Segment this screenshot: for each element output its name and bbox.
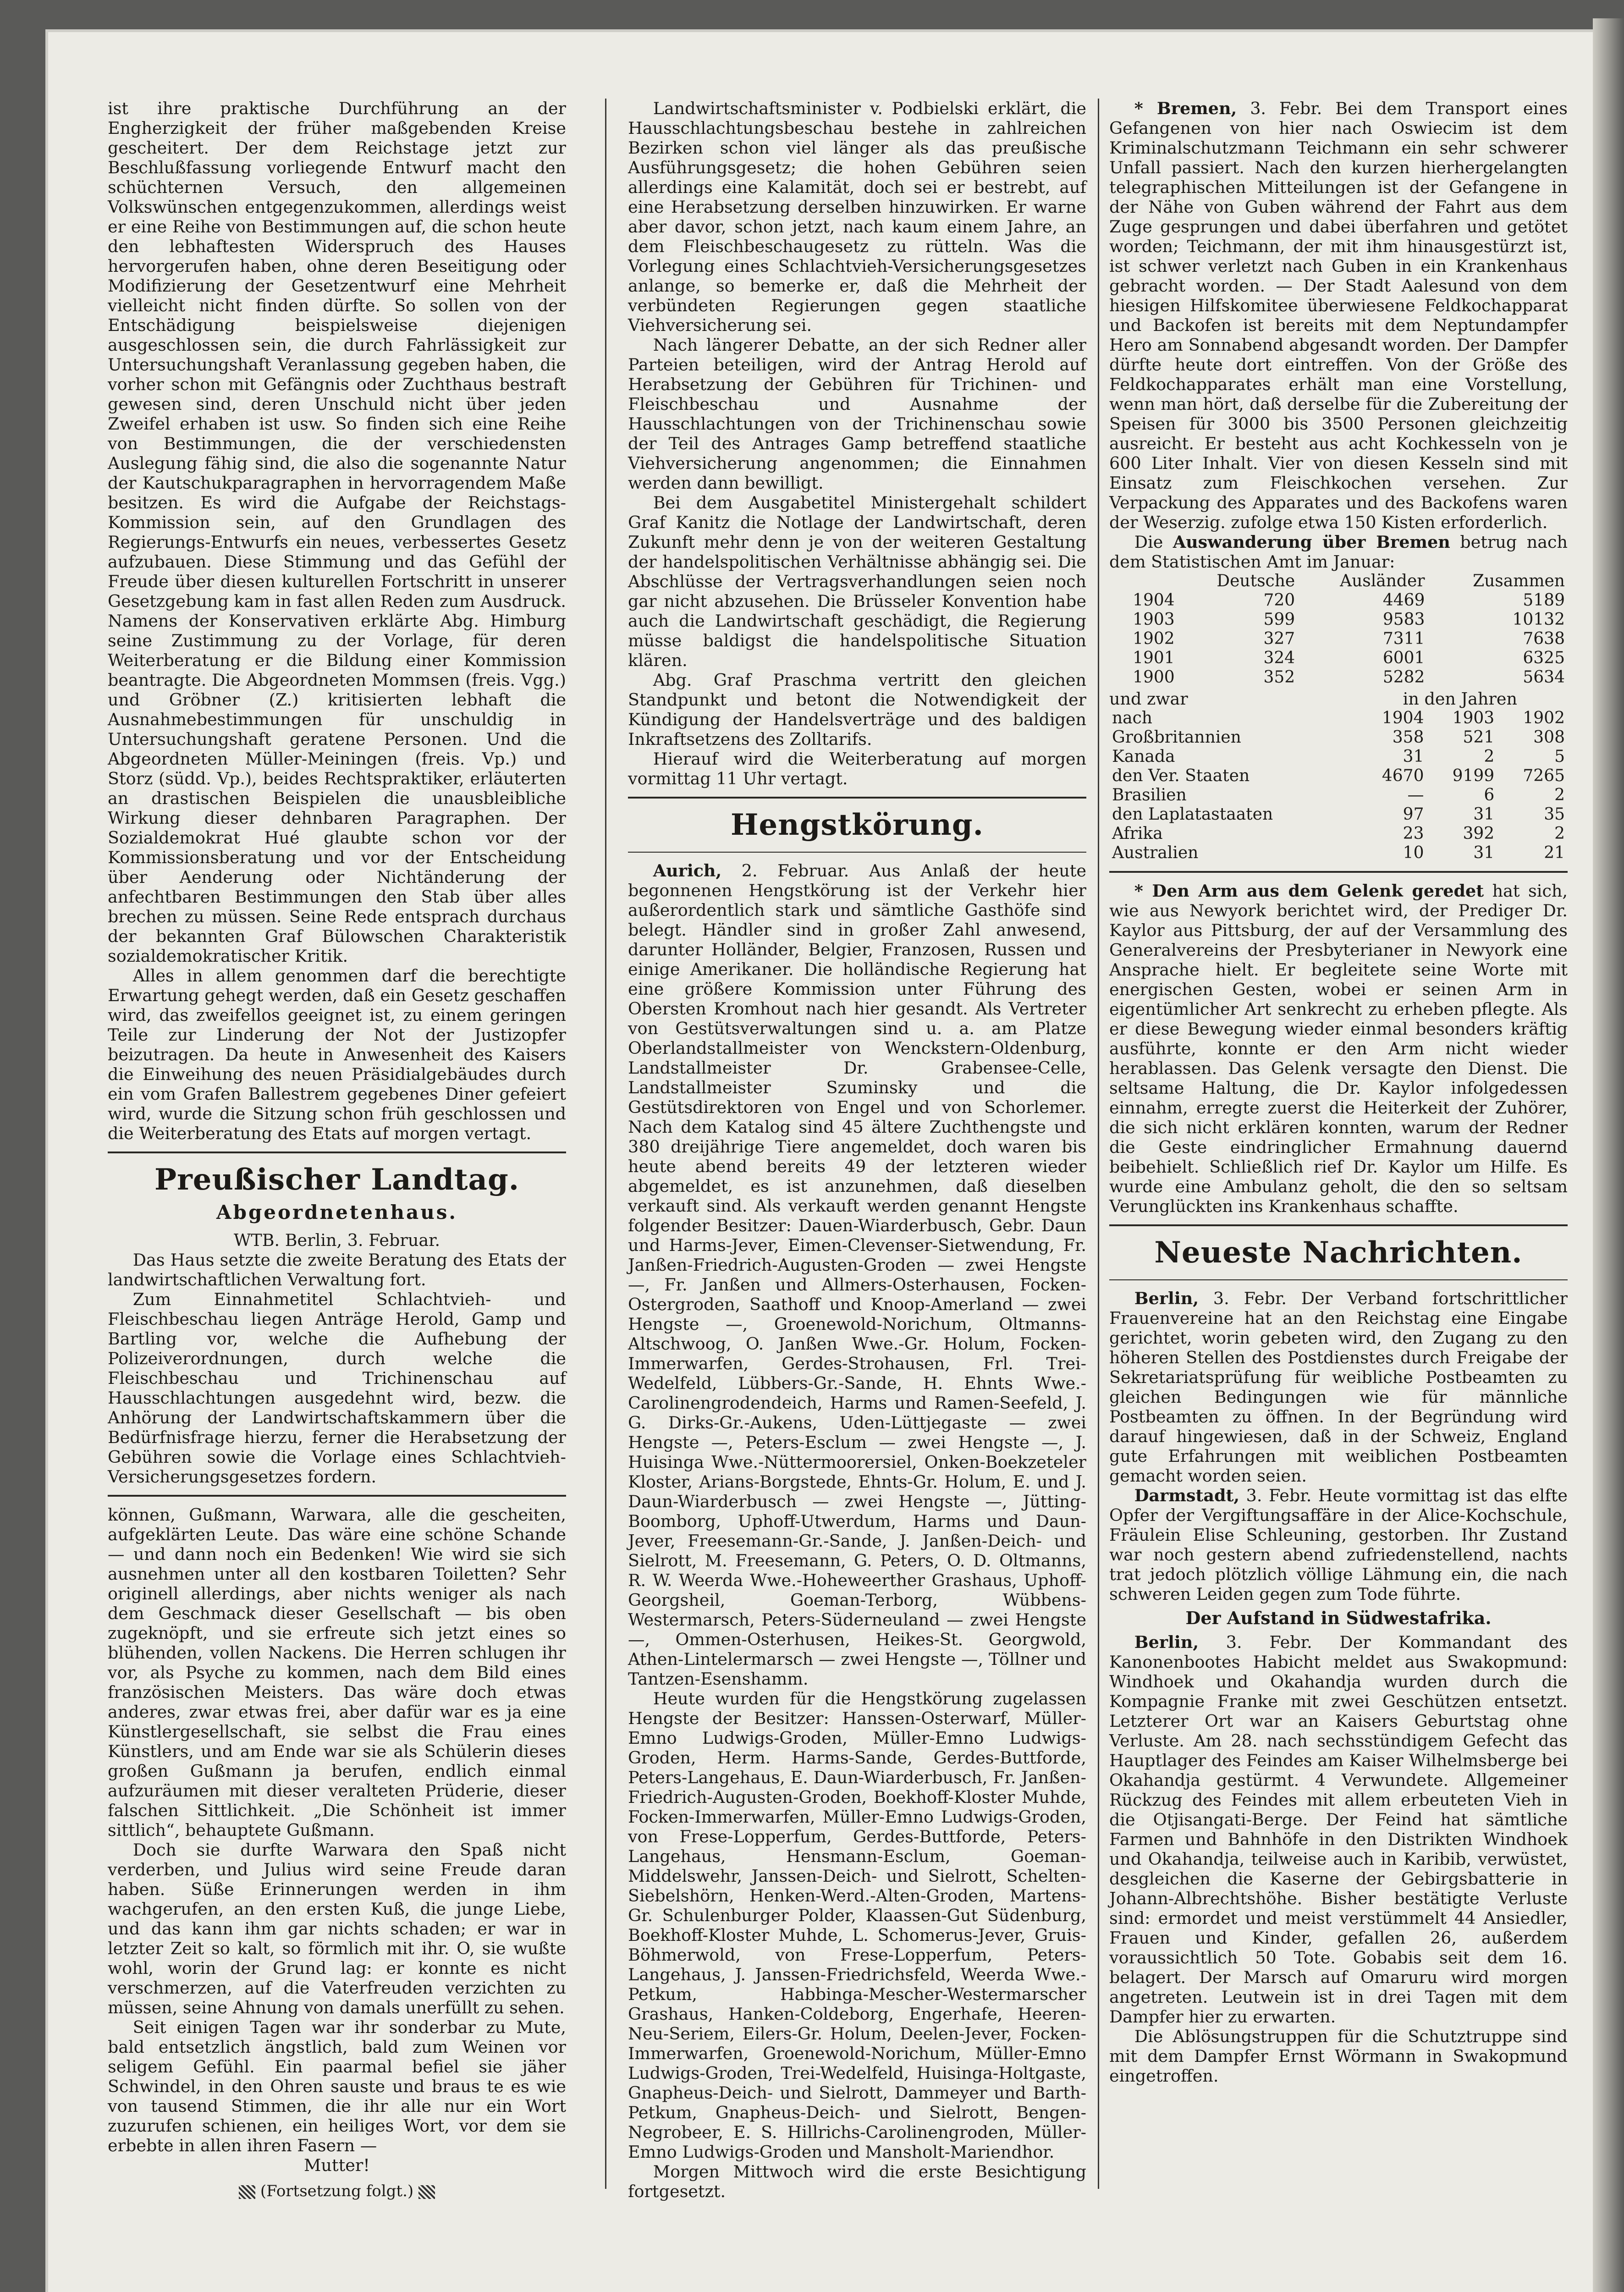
table-cell: 5634 — [1523, 668, 1565, 687]
table-cell: 521 — [1463, 728, 1495, 747]
article-text: Abg. Graf Praschma vertritt den gleichen Standpunkt und betont die Notwendigkeit der Kündigung der Handelsverträge und des baldigen Inkraftsetzens des Zolltarifs. — [628, 670, 1086, 749]
section-title-neueste: Neueste Nachrichten. — [1154, 1235, 1523, 1270]
table-cell: Brasilien — [1112, 786, 1187, 804]
table-header-row — [1109, 572, 1568, 591]
section-rule — [1109, 1224, 1568, 1226]
section-rule — [1109, 1279, 1568, 1280]
table-cell: 2 — [1554, 824, 1565, 843]
table-cell: den Laplatastaaten — [1112, 805, 1273, 824]
table-header-row — [1109, 709, 1568, 728]
table-cell: 10 — [1403, 843, 1424, 862]
table-cell: 4670 — [1382, 766, 1424, 785]
article-text: Die Ablösungstruppen für die Schutztruppe sind mit dem Dampfer Ernst Wörmann in Swakopmund eingetroffen. — [1109, 2027, 1568, 2086]
table-cell: 720 — [1263, 591, 1295, 610]
table-caption: und zwar — [1109, 689, 1188, 709]
table-cell: 4469 — [1382, 591, 1425, 610]
table-cell: 1904 — [1133, 591, 1175, 610]
table-cell: 5282 — [1382, 668, 1425, 687]
feuilleton-text: Seit einigen Tagen war ihr sonderbar zu Mute, bald entsetzlich ängstlich, bald zum Weinen vor seligem Gefühl. Ein paarmal befiel sie jäher Schwindel, in den Ohren sauste und braus te es wie von tausend Stimmen, die ihr alle nur ein Wort zuzurufen schienen, ein heiliges Wort, vor dem sie erbebte in allen ihren Fasern — — [108, 2017, 566, 2155]
table-cell: — — [1407, 786, 1424, 804]
table2-caption-row — [1109, 689, 1568, 709]
table-cell: 1903 — [1452, 709, 1495, 727]
table-cell: 21 — [1544, 843, 1565, 862]
article-text: Bei dem Ausgabetitel Ministergehalt schildert Graf Kanitz die Notlage der Landwirtschaft, deren Zukunft mehr denn je von der weiteren Gestaltung der handelspolitischen Verhältnisse abhängig sei. Die Abschlüsse der Vertragsverhandlungen seien noch gar nicht abzusehen. Die Brüsseler Konvention habe auch die Landwirtschaft geschädigt, die Regierung müsse baldigst die handelspolitische Situation klären. — [628, 493, 1086, 670]
article-body: 2. Februar. Aus Anlaß der heute begonnenen Hengstkörung ist der Verkehr hier außerordentlich stark und sämtliche Gasthöfe sind belegt. Händler sind in großer Zahl anwesend, darunter Holländer, Belgier, Franzosen, Russen und einige Amerikaner. Die holländische Regierung hat eine größere Kommission unter Führung des Obersten Kromhout nach hier gesandt. Als Vertreter von Gestütsverwaltungen sind u. a. am Platze Oberlandstallmeister von Wenckstern-Oldenburg, Landstallmeister Dr. Grabensee-Celle, Landstallmeister Szuminsky und die Gestütsdirektoren von Engel und von Schorlemer. Nach dem Katalog sind 45 ältere Zuchthengste und 380 dreijährige Tiere angemeldet, doch waren bis heute abend bereits 49 der letzteren wieder abgemeldet, es ist anzunehmen, daß dieselben verkauft sind. Als verkauft werden genannt Hengste folgender Besitzer: Dauen-Wiarderbusch, Gebr. Daun und Harms-Jever, Eimen-Clevenser-Sietwendung, Fr. Janßen-Friedrich-Augusten-Groden — zwei Hengste —, Fr. Janßen und Allmers-Osterhausen, Focken-Ostergroden, Saathoff und Knoop-Amerland — zwei Hengste —, Groenewold-Norichum, Oltmanns-Altschwoog, O. Janßen Wwe.-Gr. Holum, Focken-Immerwarfen, Gerdes-Strohausen, Frl. Trei-Wedelfeld, Lübbers-Gr.-Sande, H. Ehnts Wwe.-Carolinengrodendeich, Harms und Ramen-Seefeld, J. G. Dirks-Gr.-Aukens, Uden-Lüttjegaste — zwei Hengste —, Peters-Esclum — zwei Hengste —, J. Huisinga Wwe.-Nüttermoorersiel, Onken-Boekzeteler Kloster, Arians-Borgstede, Ehnts-Gr. Holum, E. und J. Daun-Wiarderbusch — zwei Hengste —, Jütting-Boomborg, Uphoff-Utwerdum, Harms und Daun-Jever, Freesemann-Gr.-Sande, J. Janßen-Deich- und Sielrott, M. Freesemann, G. Peters, O. D. Oltmanns, R. W. Weerda Wwe.-Hoheweerther Grashaus, Uphoff-Georgsheil, Goeman-Terborg, Wübbens-Westermarsch, Peters-Süderneuland — zwei Hengste —, Ommen-Osterhusen, Heikes-St. Georgwold, Athen-Lintelermarsch — zwei Hengste —, Töllner und Tantzen-Esenshamm. — [628, 861, 1086, 1689]
table-row — [1109, 629, 1568, 649]
table-cell: 1900 — [1133, 668, 1175, 687]
table-row — [1109, 766, 1568, 786]
table-cell: 308 — [1533, 728, 1565, 747]
table-row — [1109, 747, 1568, 766]
table-cell: Kanada — [1112, 747, 1175, 766]
dateline: WTB. Berlin, 3. Februar. — [233, 1230, 440, 1250]
table-row — [1109, 786, 1568, 805]
article-text — [1109, 1632, 1568, 2027]
article-text: Morgen Mittwoch wird die erste Besichtigung fortgesetzt. — [628, 2162, 1086, 2201]
table-row — [1109, 668, 1568, 687]
article-text: Heute wurden für die Hengstkörung zugelassen Hengste der Besitzer: Hanssen-Osterwarf, Müller-Emno Ludwigs-Groden, Müller-Emno Ludwigs-Groden, Herm. Harms-Sande, Gerdes-Buttforde, Peters-Langehaus, E. Daun-Wiarderbusch, Fr. Janßen-Friedrich-Augusten-Groden, Boekhoff-Kloster Muhde, Focken-Immerwarfen, Müller-Emno Ludwigs-Groden, von Frese-Lopperfum, Gerdes-Buttforde, Peters-Langehaus, Hensmann-Esclum, Goeman-Middelswehr, Janssen-Deich- und Sielrott, Schelten-Siebelshörn, Henken-Werd.-Alten-Groden, Martens-Gr. Schulenburger Polder, Klaassen-Gut Südenburg, Boekhoff-Kloster Muhde, L. Schomerus-Jever, Gruis-Böhmerwold, von Frese-Lopperfum, Peters-Langehaus, J. Janssen-Friedrichsfeld, Weerda Wwe.-Petkum, Habbinga-Mescher-Westermarscher Grashaus, Hanken-Coldeborg, Engerhafe, Heeren-Neu-Seriem, Eilers-Gr. Holum, Deelen-Jever, Focken-Immerwarfen, Groenewold-Norichum, Müller-Emno Ludwigs-Groden, Trei-Wedelfeld, Huisinga-Holtgaste, Gnapheus-Deich- und Sielrott, Dammeyer und Barth-Petkum, Gnapheus-Deich- und Sielrott, Bengen-Negrobeer, E. S. Hillrichs-Carolinengroden, Müller-Emno Ludwigs-Groden und Mansholt-Mariendhor. — [628, 1689, 1086, 2162]
article-body: 3. Febr. Heute vormittag ist das elfte Opfer der Vergiftungsaffäre in der Alice-Kochschule, Fräulein Elise Schleuning, gestorben. Ihr Zustand war noch gestern abend zufriedenstellend, nachts trat jedoch plötzlich völlige Lähmung ein, die nach schweren Leiden gegen zum Tode führte. — [1109, 1486, 1568, 1604]
section-rule — [1109, 871, 1568, 873]
article-text — [1109, 1486, 1568, 1604]
continuation-label: (Fortsetzung folgt.) — [260, 2182, 414, 2200]
table-row — [1109, 728, 1568, 747]
table-cell: Ausländer — [1340, 572, 1425, 590]
table-cell: 352 — [1263, 668, 1295, 687]
column-rule — [1098, 99, 1099, 2189]
table-cell: 6001 — [1382, 649, 1425, 667]
table-cell: 1901 — [1133, 649, 1175, 667]
section-rule — [628, 797, 1086, 799]
intro-text: betrug nach dem Statistischen Amt im Januar: — [1109, 532, 1568, 572]
table-cell: 599 — [1263, 610, 1295, 629]
table-cell: nach — [1112, 709, 1152, 727]
table-cell: 31 — [1473, 805, 1495, 824]
table-cell: 1902 — [1133, 629, 1175, 648]
dateline-place: Darmstadt, — [1134, 1486, 1240, 1505]
subsection-title-aufstand: Der Aufstand in Südwestafrika. — [1185, 1608, 1492, 1628]
intro-text: Die — [1134, 532, 1163, 552]
continuation-note — [108, 2182, 566, 2201]
table-cell: 5189 — [1523, 591, 1565, 610]
table-row — [1109, 610, 1568, 629]
ending-word: Mutter! — [304, 2155, 370, 2175]
table-cell: 35 — [1544, 805, 1565, 824]
dateline-place: Aurich, — [653, 861, 722, 881]
feuilleton-ending — [108, 2155, 566, 2175]
emigration-table-years — [1109, 572, 1568, 687]
article-body: 3. Febr. Der Verband fortschrittlicher Frauenvereine hat an den Reichstag eine Eingabe gerichtet, worin gebeten wird, den Zugang zu den höheren Stellen des Postdienstes durch Freigabe der Sekretariatsprüfung für weibliche Postbeamten zu gleichen Bedingungen wie für männliche Postbeamten zu öffnen. In der Begründung wird darauf hingewiesen, daß in der Schweiz, England gute Erfahrungen mit weiblichen Postbeamten gemacht worden seien. — [1109, 1289, 1568, 1486]
feuilleton-text: Doch sie durfte Warwara den Spaß nicht verderben, und Julius wird seine Freude daran haben. Süße Erinnerungen werden in ihm wachgerufen, an den ersten Kuß, die junge Liebe, und das kann ihm gar nichts schaden; er war in letzter Zeit so kalt, so förmlich mit ihr. O, sie wußte wohl, worin der Grund lag: er konnte es nicht verschmerzen, auf die Vaterfreuden verzichten zu müssen, seine Ahnung von damals unerfüllt zu sehen. — [108, 1840, 566, 2017]
table-row — [1109, 824, 1568, 843]
section-rule — [628, 852, 1086, 853]
table-cell: 23 — [1403, 824, 1424, 843]
article-body: hat sich, wie aus Newyork berichtet wird, der Prediger Dr. Kaylor aus Pittsburg, der auf der Versammlung des Generalvereins der Presbyterianer in Newyork eine Ansprache hielt. Er begleitete seine Worte mit energischen Gesten, wobei er seinen Arm in eigentümlicher Art senkrecht zu erheben pflegte. Als er diese Bewegung wieder einmal besonders kräftig ausführte, konnte er den Arm nicht wieder herablassen. Das Gelenk versagte den Dienst. Die seltsame Haltung, die Dr. Kaylor infolgedessen einnahm, erregte zuerst die Heiterkeit der Zuhörer, die sich nicht erklären konnten, warum der Redner die Geste eindringlicher Ermahnung dauernd beibehielt. Schließlich rief Dr. Kaylor um Hilfe. Es wurde eine Ambulanz geholt, die den so seltsam Verunglückten ins Krankenhaus schaffte. — [1109, 881, 1568, 1216]
article-body: 3. Febr. Der Kommandant des Kanonenbootes Habicht meldet aus Swakopmund: Windhoek und Okahandja wurden durch die Kompagnie Franke mit zwei Geschützen entsetzt. Letzterer Ort war an Kaisers Geburtstag ohne Verluste. Am 28. nach sechsstündigem Gefecht das Hauptlager des Feindes am Kaiser Wilhelmsberge bei Okahandja gestürmt. 4 Verwundete. Allgemeiner Rückzug des Feindes mit allem erbeuteten Vieh in die Otjisangati-Berge. Der Feind hat sämtliche Farmen und Bahnhöfe in den Distrikten Windhoek und Okahandja, teilweise auch in Karibib, verwüstet, desgleichen die Kaserne der Gebirgsbatterie in Johann-Albrechtshöhe. Bisher bestätigte Verluste sind: ermordet und meist verstümmelt 44 Ansiedler, Frauen und Kinder, gefallen 26, außerdem voraussichtlich 50 Tote. Gobabis seit dem 16. belagert. Der Marsch auf Omaruru wird morgen angetreten. Leutwein ist in drei Tagen mit dem Dampfer hier zu erwarten. — [1109, 1632, 1568, 2027]
table-cell: den Ver. Staaten — [1112, 766, 1250, 785]
column-1 — [108, 99, 566, 2201]
article-text — [1109, 881, 1568, 1216]
table-cell: 6 — [1484, 786, 1495, 804]
section-title-hengst: Hengstkörung. — [731, 808, 984, 842]
intro-bold: Auswanderung über Bremen — [1173, 532, 1450, 552]
dateline-place: * Bremen, — [1134, 99, 1237, 118]
article-text: Hierauf wird die Weiterberatung auf morgen vormittag 11 Uhr vertagt. — [628, 749, 1086, 788]
article-body: 3. Febr. Bei dem Transport eines Gefangenen von hier nach Oswiecim ist dem Kriminalschutzmann Teichmann ein sehr schwerer Unfall passiert. Nach den kurzen hierhergelangten telegraphischen Mitteilungen ist der Gefangene in der Nähe von Guben während der Fahrt aus dem Zuge gesprungen und dabei überfahren und getötet worden; Teichmann, der mit ihm hinausgestürzt ist, ist schwer verletzt nach Guben in ein Krankenhaus gebracht worden. — Der Stadt Aalesund von dem hiesigen Hilfskomitee überwiesene Feldkochapparat und Backofen ist bereits mit dem Neptundampfer Hero am Sonnabend abgesandt worden. Der Dampfer dürfte heute dort eintreffen. Von der Größe des Feldkochapparates erhält man eine Vorstellung, wenn man hört, daß derselbe für die Zubereitung der Speisen für 3000 bis 3500 Personen gleichzeitig ausreicht. Er besteht aus acht Kochkesseln von je 600 Liter Inhalt. Vier von diesen Kesseln sind mit Einsatz zum Fleischkochen versehen. Zur Verpackung des Apparates und des Backofens waren der Weserzig. zufolge etwa 150 Kisten erforderlich. — [1109, 99, 1568, 532]
article-text: Nach längerer Debatte, an der sich Redner aller Parteien beteiligen, wird der Antrag Herold auf Herabsetzung der Gebühren für Trichinen- und Fleischbeschau und Ausnahme der Hausschlachtungen von der Trichinenschau sowie der Teil des Antrages Gamp betreffend staatliche Viehversicherung angenommen; die Einnahmen werden dann bewilligt. — [628, 335, 1086, 493]
table-cell: 9199 — [1452, 766, 1495, 785]
table-cell: Australien — [1112, 843, 1199, 862]
table-cell: 327 — [1263, 629, 1295, 648]
table-row — [1109, 805, 1568, 824]
table-cell: 2 — [1484, 747, 1495, 766]
emigration-table-destinations — [1109, 709, 1568, 863]
article-text: Alles in allem genommen darf die berechtigte Erwartung gehegt werden, daß ein Gesetz geschaffen wird, das zweifellos geeignet ist, zu einem geringen Teile zur Linderung der Not der Justizopfer beizutragen. Da heute in Anwesenheit des Kaisers die Einweihung des neuen Präsidialgebäudes durch ein vom Grafen Ballestrem gegebenes Diner gefeiert wird, wurde die Sitzung schon früh geschlossen und die Weiterberatung des Etats auf morgen vertagt. — [108, 966, 566, 1143]
table-row — [1109, 649, 1568, 668]
table-cell: 1902 — [1523, 709, 1565, 727]
article-lead: * Den Arm aus dem Gelenk geredet — [1134, 881, 1484, 901]
table-cell: Deutsche — [1217, 572, 1295, 590]
article-text — [628, 861, 1086, 1689]
section-title-landtag: Preußischer Landtag. — [154, 1163, 520, 1197]
table-cell: 7265 — [1523, 766, 1565, 785]
table-cell: 7311 — [1382, 629, 1425, 648]
table-cell: 97 — [1403, 805, 1424, 824]
table-row — [1109, 591, 1568, 610]
table-cell: Zusammen — [1473, 572, 1565, 590]
table-cell: 9583 — [1382, 610, 1425, 629]
table-row — [1109, 843, 1568, 863]
column-3 — [1109, 99, 1568, 2086]
ornament-icon — [239, 2185, 255, 2199]
section-rule — [108, 1152, 566, 1153]
table-cell — [1109, 572, 1178, 591]
article-text — [1109, 1289, 1568, 1486]
article-text — [1109, 532, 1568, 572]
dateline-place: Berlin, — [1134, 1289, 1199, 1308]
table-cell: 392 — [1463, 824, 1495, 843]
table-caption: in den Jahren — [1403, 689, 1517, 709]
feuilleton-text: können, Gußmann, Warwara, alle die gescheiten, aufgeklärten Leute. Das wäre eine schöne Schande — und dann noch ein Bedenken! Wie wird sie sich ausnehmen unter all den kostbaren Toiletten? Sehr originell allerdings, aber nichts weniger als nach dem Geschmack dieser Gesellschaft — bis oben zugeknöpft, und sie erfreute sich jetzt eines so blühenden, vollen Nackens. Die Herren schlugen ihr vor, als Psyche zu kommen, nach dem Bild eines französischen Meisters. Das wäre doch etwas anderes, zwar etwas frei, aber dafür war es ja eine Künstlergesellschaft, sie selbst die Frau eines Künstlers, und am Ende war sie als Schülerin dieses großen Gußmann ja berufen, endlich einmal aufzuräumen mit dieser veralteten Prüderie, dieser falschen Sittlichkeit. „Die Schönheit ist immer sittlich“, behauptete Gußmann. — [108, 1505, 566, 1840]
column-rule — [605, 99, 606, 2189]
table-cell: 324 — [1263, 649, 1295, 667]
table-cell: Afrika — [1112, 824, 1163, 843]
section-subtitle: Abgeordnetenhaus. — [216, 1201, 458, 1223]
column-2 — [628, 99, 1086, 2201]
table-cell: 10132 — [1512, 610, 1565, 629]
dateline-place: Berlin, — [1134, 1632, 1199, 1652]
table-cell: 7638 — [1523, 629, 1565, 648]
feuilleton-rule — [108, 1495, 566, 1497]
table-cell: 2 — [1554, 786, 1565, 804]
table-cell: 358 — [1392, 728, 1424, 747]
table-cell: 31 — [1473, 843, 1495, 862]
article-text — [1109, 99, 1568, 532]
table-cell: 31 — [1403, 747, 1424, 766]
table-cell: 5 — [1554, 747, 1565, 766]
table-cell: 1904 — [1382, 709, 1424, 727]
table-cell: 6325 — [1523, 649, 1565, 667]
table-cell: Großbritannien — [1112, 728, 1241, 747]
page-edge — [1593, 18, 1624, 2292]
table-cell: 1903 — [1133, 610, 1175, 629]
article-text: Landwirtschaftsminister v. Podbielski erklärt, die Hausschlachtungsbeschau bestehe in zahlreichen Bezirken schon viel länger als das preußische Ausführungsgesetz; die hohen Gebühren seien allerdings eine Kalamität, doch sei er bestrebt, auf eine Herabsetzung derselben hinzuwirken. Er warne aber davor, schon jetzt, nach kaum einem Jahre, an dem Fleischbeschaugesetz zu rütteln. Was die Vorlegung eines Schlachtvieh-Versicherungsgesetzes anlange, so bemerke er, daß die Mehrheit der verbündeten Regierungen gegen staatliche Viehversicherung sei. — [628, 99, 1086, 335]
article-text: Das Haus setzte die zweite Beratung des Etats der landwirtschaftlichen Verwaltung fort. — [108, 1250, 566, 1289]
article-text: ist ihre praktische Durchführung an der Engherzigkeit der früher maßgebenden Kreise gescheitert. Der dem Reichstage jetzt zur Beschlußfassung vorliegende Entwurf macht den schüchternen Versuch, den allgemeinen Volkswünschen entgegenzukommen, allerdings weist er eine Reihe von Bestimmungen auf, die schon heute den lebhaftesten Widerspruch des Hauses hervorgerufen haben, ohne deren Beseitigung oder Modifizierung der Gesetzentwurf eine Mehrheit vielleicht nicht finden dürfte. So sollen von der Entschädigung beispielsweise diejenigen ausgeschlossen sein, die durch Fahrlässigkeit zur Untersuchungshaft Veranlassung gegeben haben, die vorher schon mit Gefängnis oder Zuchthaus bestraft gewesen sind, deren Unschuld nicht über jeden Zweifel erhaben ist usw. So finden sich eine Reihe von Bestimmungen, die der verschiedensten Auslegung fähig sind, die also die sogenannte Natur der Kautschukparagraphen in hervorragendem Maße besitzen. Es wird die Aufgabe der Reichstags-Kommission sein, auf den Grundlagen des Regierungs-Entwurfs ein neues, verbessertes Gesetz aufzubauen. Diese Stimmung und das Gefühl der Freude über diesen kulturellen Fortschritt in unserer Gesetzgebung kam in fast allen Reden zum Ausdruck. Namens der Konservativen erklärte Abg. Himburg seine Zustimmung zu der Vorlage, für deren Weiterberatung er die Bildung einer Kommission beantragte. Die Abgeordneten Mommsen (freis. Vgg.) und Gröbner (Z.) kritisierten lebhaft die Ausnahmebestimmungen für unschuldig in Untersuchungshaft geratene Personen. Und die Abgeordneten Müller-Meiningen (freis. Vp.) und Storz (südd. Vp.), beides Rechtspraktiker, erläuterten an drastischen Beispielen die unausbleibliche Wirkung dieser dehnbaren Paragraphen. Der Sozialdemokrat Hué glaubte schon vor der Kommissionsberatung und vor der Entscheidung über Aenderung oder Nichtänderung der anfechtbaren Bestimmungen den Stab über alles brechen zu müssen. Seine Rede entsprach durchaus der bekannten Graf Bülowschen Charakteristik sozialdemokratischer Kritik. — [108, 99, 566, 966]
article-text: Zum Einnahmetitel Schlachtvieh- und Fleischbeschau liegen Anträge Herold, Gamp und Bartling vor, welche die Aufhebung der Polizeiverordnungen, durch welche die Fleischbeschau und Trichinenschau auf Hausschlachtungen ausgedehnt wird, bezw. die Anhörung der Landwirtschaftskammern über die Bedürfnisfrage hierzu, ferner die Herabsetzung der Gebühren sowie die Vorlage eines Schlachtvieh-Versicherungsgesetzes fordern. — [108, 1289, 566, 1487]
ornament-icon — [418, 2185, 435, 2199]
